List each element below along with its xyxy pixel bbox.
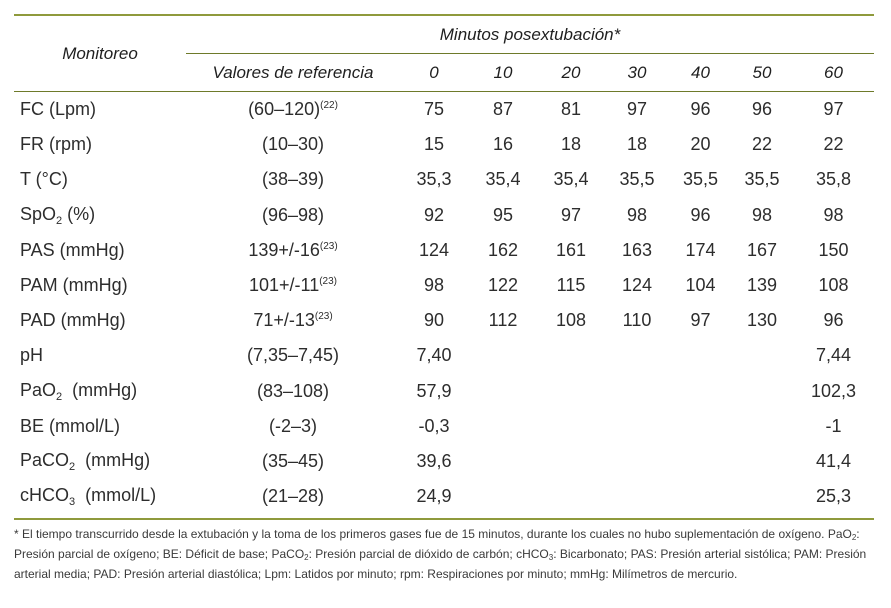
table-body <box>14 92 874 514</box>
row-label-main: PAM (mmHg) <box>20 275 128 296</box>
cell-value: 162 <box>487 239 519 260</box>
cell-value: 108 <box>818 275 849 296</box>
row-label <box>14 444 186 479</box>
cell-value: 24,9 <box>416 486 452 507</box>
cell-value: 163 <box>621 239 653 260</box>
cell-value: 7,44 <box>815 345 852 366</box>
cell-value <box>538 374 604 409</box>
cell-value: 97 <box>690 310 711 331</box>
reference-value <box>186 162 400 197</box>
table-row <box>14 268 874 303</box>
table-row <box>14 233 874 268</box>
row-label-main: BE (mmol/L) <box>20 415 121 436</box>
reference-range: (10–30) <box>261 134 325 155</box>
footnote-subscript: 3 <box>548 553 554 563</box>
minute-header: 10 <box>493 62 513 82</box>
minute-header: 60 <box>824 62 843 82</box>
row-label-main: PaCO <box>20 449 70 470</box>
row-label <box>14 268 186 303</box>
cell-value: 97 <box>626 99 648 120</box>
cell-value: 35,5 <box>744 169 780 190</box>
cell-value <box>604 374 670 409</box>
cell-value <box>670 409 731 444</box>
cell-value <box>670 479 731 514</box>
reference-value <box>186 127 400 162</box>
table-row <box>14 198 874 233</box>
cell-value: 104 <box>685 275 716 296</box>
table-row <box>14 338 874 373</box>
row-label-main: SpO <box>20 203 57 224</box>
footnote-text: : Presión parcial de oxígeno; BE: Déficit de base; PaCO <box>14 527 860 562</box>
table-row <box>14 303 874 338</box>
cell-value: 108 <box>555 310 587 331</box>
cell-value <box>538 444 604 479</box>
reference-range: (38–39) <box>261 169 325 190</box>
cell-value <box>468 444 538 479</box>
cell-value: 35,4 <box>485 169 521 190</box>
reference-value <box>186 444 400 479</box>
cell-value: 102,3 <box>810 380 857 401</box>
row-label <box>14 233 186 268</box>
cell-value: 174 <box>685 239 716 260</box>
reference-range: (96–98) <box>261 204 325 225</box>
reference-value <box>186 198 400 233</box>
row-label <box>14 127 186 162</box>
cell-value <box>604 479 670 514</box>
cell-value <box>468 338 538 373</box>
table-row <box>14 162 874 197</box>
row-label-main: PaO <box>20 379 57 400</box>
referencia-header: Valores de referencia <box>212 62 374 82</box>
table-row <box>14 479 874 514</box>
row-label-unit: (%) <box>62 203 96 224</box>
row-label-main: PAD (mmHg) <box>20 310 126 331</box>
cell-value <box>468 374 538 409</box>
reference-range: 101+/-11 <box>248 275 320 296</box>
reference-value <box>186 374 400 409</box>
reference-value <box>186 409 400 444</box>
cell-value: 161 <box>555 239 587 260</box>
monitoreo-header: Monitoreo <box>62 43 138 63</box>
cell-value: 96 <box>690 99 711 120</box>
cell-value <box>731 479 793 514</box>
reference-value <box>186 92 400 127</box>
reference-range: (-2–3) <box>268 415 317 436</box>
cell-value: 15 <box>423 134 445 155</box>
cell-value: 92 <box>423 204 445 225</box>
cell-value: 130 <box>746 310 778 331</box>
cell-value <box>670 374 731 409</box>
bottom-rule <box>14 518 874 520</box>
cell-value <box>731 444 793 479</box>
header-row-1 <box>14 16 874 54</box>
cell-value: 96 <box>690 204 711 225</box>
table-row <box>14 374 874 409</box>
cell-value: 96 <box>823 310 844 331</box>
row-label-main: FR (rpm) <box>20 134 92 155</box>
table-row <box>14 92 874 127</box>
cell-value: 98 <box>751 204 773 225</box>
table-row <box>14 127 874 162</box>
cell-value: 97 <box>560 204 582 225</box>
cell-value <box>670 338 731 373</box>
reference-citation: (23) <box>319 240 338 252</box>
cell-value: 122 <box>487 275 519 296</box>
reference-value <box>186 479 400 514</box>
cell-value: 90 <box>423 310 445 331</box>
cell-value: 98 <box>626 204 648 225</box>
reference-value <box>186 268 400 303</box>
cell-value: 98 <box>423 275 445 296</box>
minute-header: 40 <box>691 62 710 82</box>
cell-value <box>604 444 670 479</box>
table-row <box>14 444 874 479</box>
table-container <box>14 14 874 583</box>
minute-header: 20 <box>561 62 581 82</box>
reference-range: 71+/-13 <box>253 310 315 331</box>
footnote <box>14 526 874 583</box>
cell-value: 18 <box>560 134 582 155</box>
cell-value: 25,3 <box>815 486 852 507</box>
cell-value: 22 <box>751 134 773 155</box>
cell-value: 35,3 <box>416 169 452 190</box>
cell-value: 75 <box>423 99 445 120</box>
minutos-header: Minutos posextubación* <box>186 16 874 54</box>
cell-value <box>604 409 670 444</box>
cell-value <box>538 479 604 514</box>
cell-value: 97 <box>823 99 844 120</box>
cell-value: 124 <box>621 275 653 296</box>
row-label-unit: (mmol/L) <box>75 485 157 506</box>
cell-value <box>731 338 793 373</box>
minute-header: 50 <box>752 62 772 82</box>
row-label-main: cHCO <box>20 485 69 506</box>
row-label-main: FC (Lpm) <box>20 99 96 120</box>
cell-value: 139 <box>746 275 778 296</box>
reference-citation: (23) <box>319 276 338 288</box>
reference-value <box>186 338 400 373</box>
row-label-subscript: 2 <box>56 390 63 403</box>
row-label <box>14 479 186 514</box>
footnote-text: * El tiempo transcurrido desde la extubación y la toma de los primeros gases fue de 15 minutos, durante los cuales no hubo suplementación de oxígeno. PaO <box>14 527 852 542</box>
cell-value <box>731 374 793 409</box>
cell-value: 124 <box>418 239 450 260</box>
table-row <box>14 409 874 444</box>
cell-value: -0,3 <box>418 415 450 436</box>
cell-value <box>538 338 604 373</box>
cell-value: 18 <box>626 134 648 155</box>
cell-value: 57,9 <box>416 380 452 401</box>
cell-value <box>670 444 731 479</box>
cell-value: 167 <box>746 239 778 260</box>
cell-value: 35,5 <box>619 169 655 190</box>
cell-value: 35,8 <box>815 169 852 190</box>
cell-value: 39,6 <box>416 450 452 471</box>
cell-value <box>538 409 604 444</box>
cell-value: 98 <box>823 204 844 225</box>
reference-range: (35–45) <box>261 450 325 471</box>
monitoring-table <box>14 16 874 514</box>
cell-value: 22 <box>823 134 844 155</box>
row-label-subscript: 3 <box>69 496 76 509</box>
cell-value: 150 <box>818 239 849 260</box>
reference-range: (21–28) <box>261 486 325 507</box>
row-label <box>14 409 186 444</box>
row-label <box>14 374 186 409</box>
row-label-subscript: 2 <box>69 460 76 473</box>
reference-value <box>186 303 400 338</box>
reference-range: (60–120) <box>248 99 321 120</box>
cell-value: 115 <box>556 275 586 296</box>
row-label-main: T (°C) <box>20 169 68 190</box>
row-label <box>14 198 186 233</box>
cell-value <box>468 409 538 444</box>
cell-value: 96 <box>751 99 773 120</box>
row-label <box>14 303 186 338</box>
row-label-subscript: 2 <box>56 214 63 227</box>
cell-value: 81 <box>560 99 582 120</box>
row-label-main: pH <box>20 345 44 366</box>
row-label-unit: (mmHg) <box>75 449 151 470</box>
cell-value: 110 <box>622 310 652 331</box>
cell-value: 7,40 <box>416 345 452 366</box>
cell-value: 41,4 <box>815 450 852 471</box>
reference-range: 139+/-16 <box>248 239 320 260</box>
row-label <box>14 162 186 197</box>
cell-value <box>468 479 538 514</box>
cell-value: 20 <box>690 134 711 155</box>
reference-value <box>186 233 400 268</box>
cell-value <box>731 409 793 444</box>
cell-value: 35,4 <box>553 169 589 190</box>
row-label-unit: (mmHg) <box>62 379 138 400</box>
footnote-subscript: 2 <box>851 533 857 543</box>
minute-header: 30 <box>627 62 647 82</box>
cell-value: 16 <box>492 134 514 155</box>
cell-value: 87 <box>492 99 514 120</box>
cell-value: 35,5 <box>682 169 719 190</box>
cell-value: -1 <box>825 415 842 436</box>
cell-value <box>604 338 670 373</box>
reference-citation: (23) <box>314 311 333 323</box>
footnote-text: : Bicarbonato; PAS: Presión arterial sistólica; PAM: Presión arterial media; PAD: Presión arterial diastólica; Lpm: Latidos por minuto; rpm: Respiraciones por minuto; mmHg: Milímetros de mercurio. <box>14 547 867 582</box>
cell-value: 95 <box>492 204 514 225</box>
reference-citation: (22) <box>320 100 338 112</box>
minute-header: 0 <box>429 62 439 82</box>
row-label-main: PAS (mmHg) <box>20 239 125 260</box>
row-label <box>14 92 186 127</box>
reference-range: (83–108) <box>256 380 330 401</box>
reference-range: (7,35–7,45) <box>246 345 340 366</box>
footnote-subscript: 2 <box>304 553 309 563</box>
footnote-text: : Presión parcial de dióxido de carbón; cHCO <box>308 547 549 562</box>
cell-value: 112 <box>488 310 518 331</box>
row-label <box>14 338 186 373</box>
